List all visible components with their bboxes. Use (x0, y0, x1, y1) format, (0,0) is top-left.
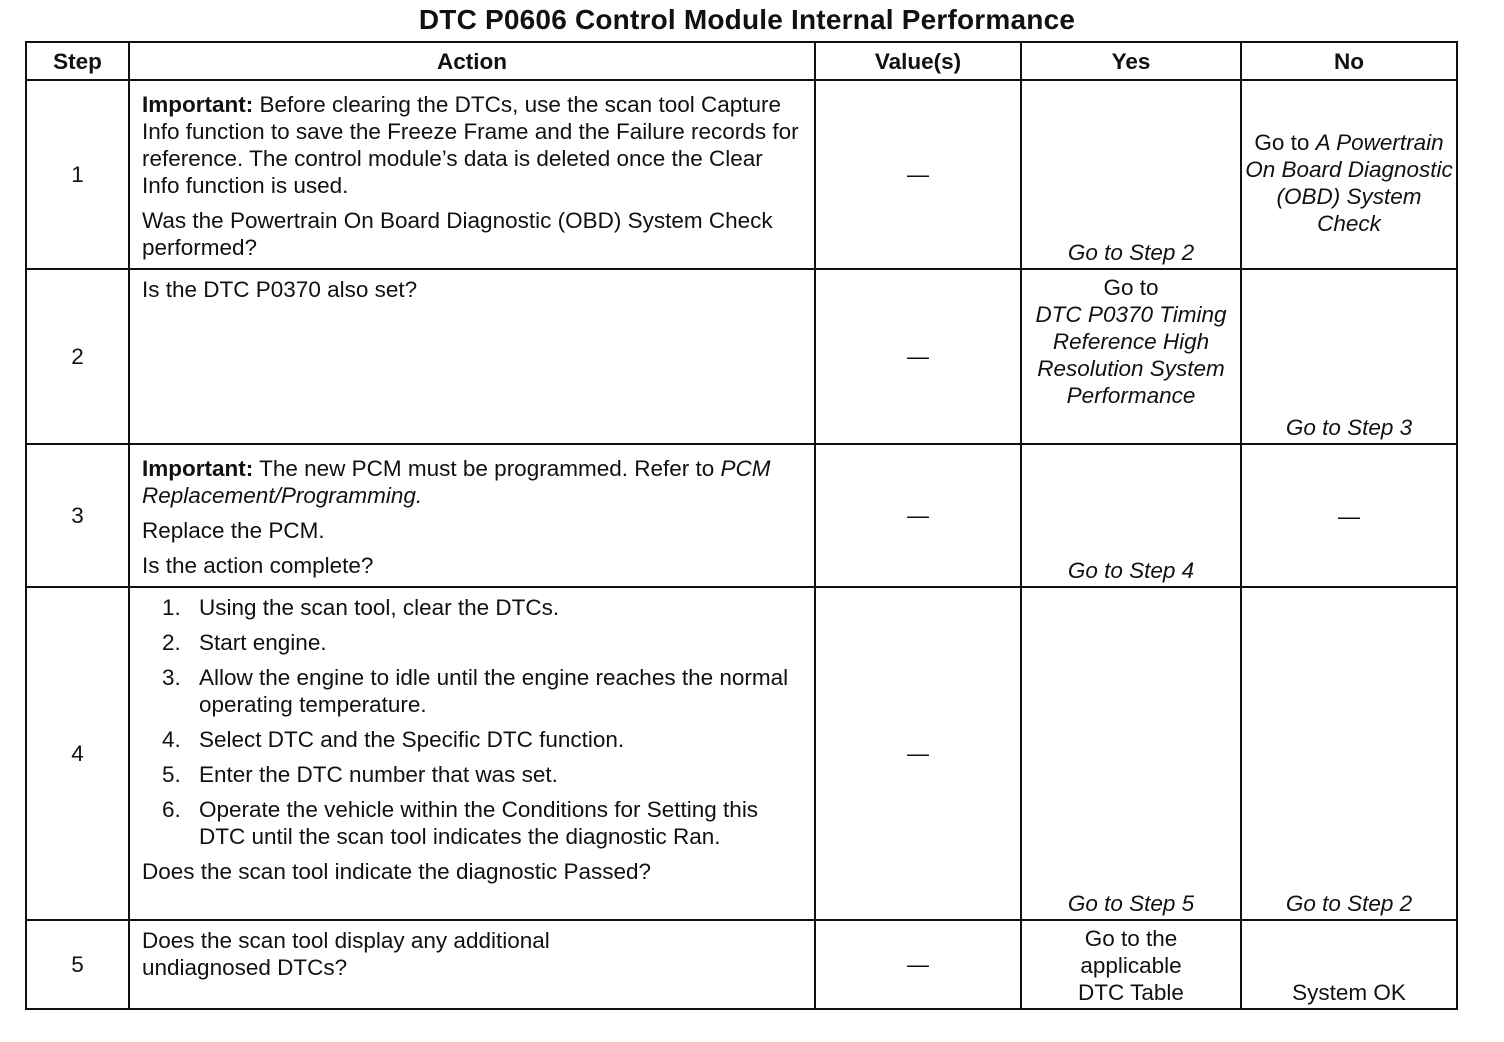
no-cell (1241, 587, 1457, 920)
action-question: Does the scan tool indicate the diagnostic Passed? (142, 859, 652, 884)
header-action: Action (129, 42, 815, 80)
value-cell (815, 444, 1021, 587)
substep-number: 5. (162, 762, 181, 787)
value-cell (815, 269, 1021, 444)
table-row (26, 587, 1457, 920)
header-no: No (1241, 42, 1457, 80)
substep-text: Using the scan tool, clear the DTCs. (199, 595, 560, 620)
list-item (142, 629, 806, 656)
table-row (26, 269, 1457, 444)
no-text: System OK (1292, 980, 1406, 1005)
no-cell (1241, 444, 1457, 587)
value-dash: — (907, 503, 929, 528)
substep-text: Start engine. (199, 630, 327, 655)
important-link[interactable]: PCM Replacement/Programming. (142, 456, 771, 508)
yes-link[interactable]: Go to Step 5 (1067, 891, 1195, 916)
yes-cell (1021, 444, 1241, 587)
yes-link[interactable]: Go to Step 2 (1067, 240, 1195, 265)
substep-number: 3. (162, 665, 181, 690)
yes-text: Go to the applicable DTC Table (1078, 926, 1184, 1005)
step-number: 2 (26, 269, 129, 444)
no-cell (1241, 920, 1457, 1009)
substep-number: 4. (162, 727, 181, 752)
substep-text: Allow the engine to idle until the engine reaches the normal operating temperature. (199, 665, 789, 717)
important-label: Important: (142, 92, 254, 117)
yes-cell (1021, 587, 1241, 920)
action-question: Does the scan tool display any additional undiagnosed DTCs? (142, 928, 550, 980)
no-link[interactable]: A Powertrain On Board Diagnostic (OBD) System Check (1245, 130, 1453, 236)
value-cell (815, 920, 1021, 1009)
no-link[interactable]: Go to Step 3 (1285, 415, 1413, 440)
header-values: Value(s) (815, 42, 1021, 80)
header-row (26, 42, 1457, 80)
yes-cell (1021, 269, 1241, 444)
yes-cell (1021, 920, 1241, 1009)
yes-link[interactable]: Go to Step 4 (1067, 558, 1195, 583)
header-yes: Yes (1021, 42, 1241, 80)
yes-prefix: Go to (1103, 275, 1159, 300)
diagnostic-table (25, 41, 1458, 1010)
table-row (26, 80, 1457, 269)
step-number: 1 (26, 80, 129, 269)
substep-text: Select DTC and the Specific DTC function. (199, 727, 625, 752)
step-number: 3 (26, 444, 129, 587)
list-item (142, 594, 806, 621)
yes-link[interactable]: DTC P0370 Timing Reference High Resolution System Performance (1035, 302, 1227, 408)
important-note (142, 91, 806, 199)
table-row (26, 444, 1457, 587)
list-item (142, 761, 806, 788)
no-cell (1241, 80, 1457, 269)
step-number: 4 (26, 587, 129, 920)
action-cell (129, 587, 815, 920)
substep-text: Operate the vehicle within the Conditions for Setting this DTC until the scan tool indicates the diagnostic Ran. (199, 797, 759, 849)
action-question: Is the action complete? (142, 553, 374, 578)
no-cell (1241, 269, 1457, 444)
action-cell (129, 80, 815, 269)
important-text: The new PCM must be programmed. Refer to (253, 456, 721, 481)
action-cell (129, 444, 815, 587)
value-cell (815, 587, 1021, 920)
action-instruction: Replace the PCM. (142, 518, 325, 543)
list-item (142, 664, 806, 718)
list-item (142, 726, 806, 753)
page-title: DTC P0606 Control Module Internal Performance (418, 4, 1076, 35)
action-question: Was the Powertrain On Board Diagnostic (OBD) System Check performed? (142, 208, 773, 260)
substep-number: 2. (162, 630, 181, 655)
header-step: Step (26, 42, 129, 80)
step-number: 5 (26, 920, 129, 1009)
yes-cell (1021, 80, 1241, 269)
important-text: Before clearing the DTCs, use the scan tool Capture Info function to save the Freeze Frame and the Failure records for reference. The control module’s data is deleted once the Clear Info function is used. (142, 92, 799, 198)
substep-text: Enter the DTC number that was set. (199, 762, 558, 787)
action-cell (129, 269, 815, 444)
table-row (26, 920, 1457, 1009)
no-dash: — (1338, 504, 1360, 529)
action-question: Is the DTC P0370 also set? (142, 277, 418, 302)
substep-number: 6. (162, 797, 181, 822)
value-dash: — (907, 344, 929, 369)
important-label: Important: (142, 456, 254, 481)
action-cell (129, 920, 815, 1009)
value-dash: — (907, 741, 929, 766)
no-link[interactable]: Go to Step 2 (1285, 891, 1413, 916)
list-item (142, 796, 806, 850)
value-dash: — (907, 162, 929, 187)
no-prefix: Go to (1254, 130, 1316, 155)
substep-list (142, 594, 806, 850)
value-dash: — (907, 952, 929, 977)
important-note (142, 455, 806, 509)
substep-number: 1. (162, 595, 181, 620)
value-cell (815, 80, 1021, 269)
